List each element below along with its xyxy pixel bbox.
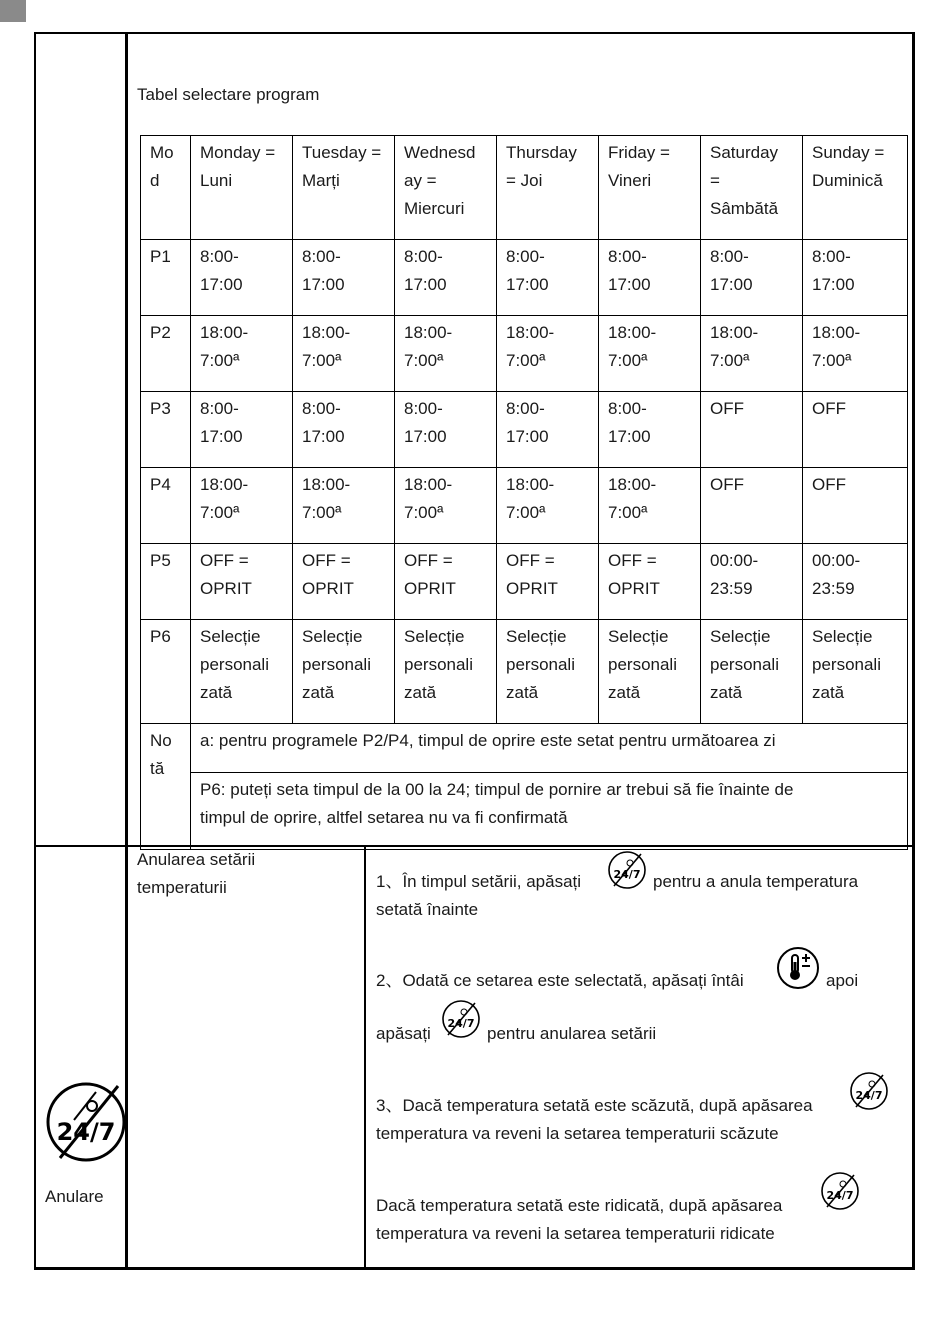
schedule-cell: [293, 316, 395, 392]
cell-text-line: Sâmbătă: [710, 199, 779, 218]
cell-text-line: 8:00-: [710, 247, 749, 266]
schedule-cell: [293, 468, 395, 544]
schedule-cell: [395, 392, 497, 468]
mode-cell: P1: [141, 240, 191, 316]
cell-text-line: Selecție: [302, 627, 363, 646]
schedule-cell: [701, 316, 803, 392]
mode-cell: P6: [141, 620, 191, 724]
cell-text-line: OFF =: [608, 551, 657, 570]
table-row: [141, 240, 908, 316]
cell-text-line: 8:00-: [506, 399, 545, 418]
cell-text-line: 17:00: [812, 275, 855, 294]
anulare-24-7-icon: [46, 1080, 128, 1164]
schedule-cell: [293, 392, 395, 468]
cell-text-line: 18:00-: [404, 323, 453, 342]
cancel-setting-heading-line2: temperaturii: [137, 878, 227, 897]
cell-text-line: Selecție: [812, 627, 873, 646]
cell-text-line: 8:00-: [404, 247, 443, 266]
schedule-cell: [701, 240, 803, 316]
cell-text-line: zată: [200, 683, 233, 702]
schedule-cell: [701, 392, 803, 468]
schedule-cell: [599, 620, 701, 724]
cell-text-line: Friday =: [608, 143, 670, 162]
schedule-cell: [701, 468, 803, 544]
cell-text-line: 8:00-: [200, 399, 239, 418]
step4-text-b: temperatura va reveni la setarea temperaturii ridicate: [376, 1224, 775, 1243]
cell-text-line: 7:00ª: [608, 503, 648, 522]
cell-text-line: 18:00-: [302, 475, 351, 494]
column-header: [141, 136, 191, 240]
step2-text-d: pentru anularea setării: [487, 1024, 657, 1043]
cell-text-line: OFF =: [302, 551, 351, 570]
schedule-cell: [191, 316, 293, 392]
cell-text-line: 18:00-: [812, 323, 861, 342]
cell-text-line: Selecție: [200, 627, 261, 646]
cell-text-line: personali: [302, 655, 371, 674]
cell-text-line: = Joi: [506, 171, 543, 190]
cell-text-line: 18:00-: [608, 323, 657, 342]
schedule-cell: [191, 392, 293, 468]
cell-text-line: 17:00: [506, 275, 549, 294]
schedule-cell: [395, 316, 497, 392]
cell-text-line: 23:59: [710, 579, 753, 598]
step2-text-c: apăsați: [376, 1024, 431, 1043]
bottom-column-divider: [364, 845, 366, 1270]
schedule-cell: [293, 544, 395, 620]
schedule-cell: [803, 544, 908, 620]
schedule-cell: [803, 392, 908, 468]
table-row: [141, 468, 908, 544]
cell-text-line: Duminică: [812, 171, 883, 190]
cell-text-line: OFF: [710, 475, 744, 494]
schedule-cell: [191, 240, 293, 316]
cell-text-line: 8:00-: [302, 399, 341, 418]
cell-text-line: OPRIT: [200, 579, 252, 598]
schedule-cell: [803, 468, 908, 544]
column-header: [701, 136, 803, 240]
cell-text-line: Mo: [150, 143, 174, 162]
cell-text-line: zată: [506, 683, 539, 702]
step3-text-b: temperatura va reveni la setarea temperaturii scăzute: [376, 1124, 779, 1143]
cell-text-line: 8:00-: [506, 247, 545, 266]
cell-text-line: personali: [200, 655, 269, 674]
note-row: [141, 773, 908, 850]
bottom-border: [34, 1267, 915, 1270]
cell-text-line: Saturday: [710, 143, 779, 162]
top-border: [34, 32, 915, 34]
cell-text-line: 8:00-: [812, 247, 851, 266]
cell-text-line: zată: [302, 683, 335, 702]
table-row: [141, 316, 908, 392]
svg-text:24/7: 24/7: [855, 1089, 883, 1102]
cell-text-line: zată: [608, 683, 641, 702]
cell-text-line: zată: [812, 683, 845, 702]
cell-text-line: timpul de oprire, altfel setarea nu va fi confirmată: [200, 808, 568, 827]
cell-text-line: 18:00-: [506, 323, 555, 342]
schedule-cell: [191, 544, 293, 620]
cell-text-line: d: [150, 171, 160, 190]
column-header: [191, 136, 293, 240]
cell-text-line: OFF =: [506, 551, 555, 570]
cell-text-line: Monday =: [200, 143, 276, 162]
column-header: [497, 136, 599, 240]
cell-text-line: 17:00: [404, 275, 447, 294]
cell-text-line: 23:59: [812, 579, 855, 598]
cancel-24-7-icon: [820, 1171, 860, 1211]
schedule-cell: [497, 240, 599, 316]
cell-text-line: 7:00ª: [404, 351, 444, 370]
cell-text-line: Selecție: [404, 627, 465, 646]
cell-text-line: OPRIT: [608, 579, 660, 598]
thermometer-plus-minus-icon: [775, 946, 821, 990]
table-title: Tabel selectare program: [137, 85, 320, 104]
cell-text-line: P6: puteți seta timpul de la 00 la 24; timpul de pornire ar trebui să fie înainte de: [200, 780, 794, 799]
cell-text-line: Thursday: [506, 143, 577, 162]
schedule-cell: [701, 544, 803, 620]
cell-text-line: 00:00-: [710, 551, 759, 570]
cell-text-line: 17:00: [710, 275, 753, 294]
table-row: [141, 544, 908, 620]
cell-text-line: 7:00ª: [608, 351, 648, 370]
cell-text-line: Luni: [200, 171, 233, 190]
cell-text-line: 7:00ª: [302, 503, 342, 522]
cell-text-line: 17:00: [608, 275, 651, 294]
cell-text-line: 17:00: [302, 275, 345, 294]
cell-text-line: Selecție: [506, 627, 567, 646]
cell-text-line: 7:00ª: [506, 503, 546, 522]
schedule-cell: [803, 620, 908, 724]
cell-text-line: 8:00-: [608, 247, 647, 266]
program-selection-table: [140, 135, 908, 850]
cell-text-line: 7:00ª: [710, 351, 750, 370]
anulare-label: Anulare: [45, 1187, 104, 1206]
cell-text-line: OPRIT: [302, 579, 354, 598]
cell-text-line: 18:00-: [506, 475, 555, 494]
cell-text-line: OPRIT: [506, 579, 558, 598]
cell-text-line: 8:00-: [302, 247, 341, 266]
cell-text-line: 7:00ª: [506, 351, 546, 370]
schedule-cell: [497, 468, 599, 544]
schedule-cell: [293, 620, 395, 724]
table-row: [141, 392, 908, 468]
cell-text-line: zată: [710, 683, 743, 702]
outer-right-border: [912, 32, 915, 1270]
schedule-cell: [395, 240, 497, 316]
cell-text-line: 00:00-: [812, 551, 861, 570]
mode-cell: P5: [141, 544, 191, 620]
schedule-cell: [395, 468, 497, 544]
note-p6-text: [191, 773, 908, 850]
cell-text-line: 17:00: [506, 427, 549, 446]
schedule-cell: [803, 316, 908, 392]
mode-cell: P2: [141, 316, 191, 392]
cancel-setting-heading-line1: Anularea setării: [137, 850, 256, 869]
cell-text-line: 7:00ª: [302, 351, 342, 370]
schedule-cell: [497, 316, 599, 392]
schedule-cell: [497, 620, 599, 724]
schedule-cell: [293, 240, 395, 316]
cell-text-line: OFF =: [200, 551, 249, 570]
cell-text-line: 18:00-: [710, 323, 759, 342]
cell-text-line: 8:00-: [608, 399, 647, 418]
schedule-cell: [191, 620, 293, 724]
cell-text-line: 17:00: [608, 427, 651, 446]
cell-text-line: Vineri: [608, 171, 652, 190]
step4-text-a: Dacă temperatura setată este ridicată, după apăsarea: [376, 1196, 783, 1215]
schedule-cell: [803, 240, 908, 316]
cell-text-line: ay =: [404, 171, 437, 190]
schedule-cell: [701, 620, 803, 724]
cancel-24-7-icon: [607, 850, 647, 890]
cell-text-line: 7:00ª: [812, 351, 852, 370]
note-label-cell: [141, 724, 191, 850]
cell-text-line: zată: [404, 683, 437, 702]
svg-text:24/7: 24/7: [826, 1189, 854, 1202]
cell-text-line: OFF: [812, 399, 846, 418]
svg-text:24/7: 24/7: [447, 1017, 475, 1030]
cell-text-line: 18:00-: [200, 323, 249, 342]
cancel-24-7-icon: [441, 999, 481, 1039]
schedule-cell: [497, 544, 599, 620]
cell-text-line: personali: [812, 655, 881, 674]
cell-text-line: Selecție: [608, 627, 669, 646]
cell-text-line: Marți: [302, 171, 340, 190]
step2-text-a: 2、Odată ce setarea este selectată, apăsați întâi: [376, 971, 744, 990]
cell-text-line: 18:00-: [404, 475, 453, 494]
schedule-cell: [599, 468, 701, 544]
outer-left-border: [34, 32, 36, 1269]
step1-text-b: pentru a anula temperatura: [653, 872, 859, 891]
mode-cell: P3: [141, 392, 191, 468]
cell-text-line: 17:00: [200, 275, 243, 294]
cell-text-line: personali: [608, 655, 677, 674]
cell-text-line: personali: [404, 655, 473, 674]
note-row: [141, 724, 908, 773]
cancel-24-7-icon: [849, 1071, 889, 1111]
cell-text-line: tă: [150, 759, 165, 778]
cell-text-line: Tuesday =: [302, 143, 382, 162]
cell-text-line: 8:00-: [200, 247, 239, 266]
cell-text-line: 7:00ª: [200, 351, 240, 370]
cell-text-line: 7:00ª: [404, 503, 444, 522]
cell-text-line: 18:00-: [608, 475, 657, 494]
svg-text:24/7: 24/7: [613, 868, 641, 881]
cell-text-line: No: [150, 731, 172, 750]
cell-text-line: 17:00: [200, 427, 243, 446]
note-a-text: a: pentru programele P2/P4, timpul de oprire este setat pentru următoarea zi: [191, 724, 908, 773]
schedule-cell: [395, 620, 497, 724]
cell-text-line: Sunday =: [812, 143, 885, 162]
schedule-cell: [599, 316, 701, 392]
step1-text-c: setată înainte: [376, 900, 479, 919]
schedule-cell: [599, 544, 701, 620]
corner-tab: [0, 0, 26, 22]
cell-text-line: 18:00-: [200, 475, 249, 494]
cell-text-line: personali: [710, 655, 779, 674]
step2-text-b: apoi: [826, 971, 859, 990]
column-header: [293, 136, 395, 240]
cell-text-line: Miercuri: [404, 199, 465, 218]
svg-text:24/7: 24/7: [56, 1118, 116, 1146]
cell-text-line: =: [710, 171, 720, 190]
mode-cell: P4: [141, 468, 191, 544]
column-header: [395, 136, 497, 240]
cell-text-line: Selecție: [710, 627, 771, 646]
cell-text-line: 7:00ª: [200, 503, 240, 522]
table-header-row: [141, 136, 908, 240]
schedule-cell: [599, 392, 701, 468]
schedule-cell: [191, 468, 293, 544]
column-header: [803, 136, 908, 240]
cell-text-line: personali: [506, 655, 575, 674]
schedule-cell: [497, 392, 599, 468]
cell-text-line: 17:00: [302, 427, 345, 446]
cell-text-line: 17:00: [404, 427, 447, 446]
cell-text-line: OPRIT: [404, 579, 456, 598]
step1-text-a: 1、În timpul setării, apăsați: [376, 872, 582, 891]
cell-text-line: 18:00-: [302, 323, 351, 342]
cell-text-line: Wednesd: [404, 143, 476, 162]
step3-text-a: 3、Dacă temperatura setată este scăzută, după apăsarea: [376, 1096, 813, 1115]
cell-text-line: OFF: [812, 475, 846, 494]
cell-text-line: OFF: [710, 399, 744, 418]
table-row: [141, 620, 908, 724]
cell-text-line: OFF =: [404, 551, 453, 570]
schedule-cell: [395, 544, 497, 620]
schedule-cell: [599, 240, 701, 316]
column-header: [599, 136, 701, 240]
cell-text-line: 8:00-: [404, 399, 443, 418]
